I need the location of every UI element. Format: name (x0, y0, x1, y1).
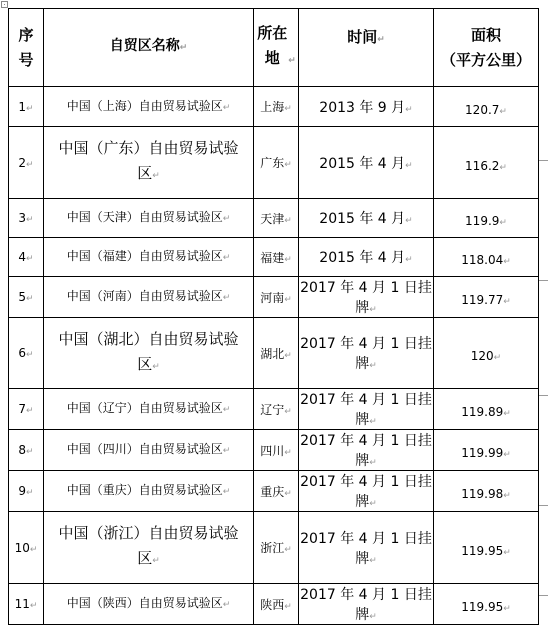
cell-name (44, 318, 254, 389)
paragraph-mark: ↵ (369, 417, 377, 427)
cell-area-text: 118.04 (461, 253, 504, 267)
paragraph-mark: ↵ (222, 405, 231, 415)
cell-location-text: 上海 (260, 100, 285, 114)
cell-name-text: 中国（上海）自由贸易试验区 (66, 98, 223, 113)
paragraph-mark: ↵ (369, 361, 377, 371)
paragraph-mark: ↵ (222, 214, 231, 224)
paragraph-mark: ↵ (26, 215, 34, 225)
cell-index-text: 9 (18, 484, 27, 498)
header-area-line2: （平方公里） (440, 50, 531, 69)
cell-name-text: 中国（湖北）自由贸易试验区↵ (58, 329, 239, 373)
margin-rule (539, 595, 548, 597)
paragraph-mark: ↵ (503, 491, 511, 501)
cell-location-text: 重庆 (260, 484, 285, 499)
paragraph-mark: ↵ (503, 604, 511, 614)
cell-location (254, 389, 299, 430)
paragraph-mark: ↵ (26, 488, 34, 498)
cell-location (254, 277, 299, 318)
cell-area-text: 119.95 (461, 543, 504, 558)
cell-location-text: 广东 (260, 156, 285, 170)
cell-time (299, 238, 434, 277)
paragraph-mark: ↵ (493, 353, 502, 363)
table-row (9, 471, 539, 512)
paragraph-mark: ↵ (26, 447, 34, 457)
cell-area-text: 119.99 (461, 446, 504, 460)
table-move-handle-icon[interactable] (1, 1, 8, 8)
paragraph-mark: ↵ (222, 102, 231, 113)
paragraph-mark: ↵ (222, 600, 231, 610)
cell-area-text: 119.95 (461, 600, 504, 614)
cell-name-text: 中国（重庆）自由贸易试验区 (66, 483, 223, 497)
cell-area-text: 119.98 (461, 487, 504, 501)
paragraph-mark: ↵ (284, 406, 292, 417)
paragraph-mark: ↵ (369, 458, 377, 468)
cell-location (254, 127, 299, 199)
cell-time (299, 389, 434, 430)
cell-location (254, 199, 299, 238)
cell-name (44, 512, 254, 584)
cell-area-text: 120 (470, 349, 494, 363)
paragraph-mark: ↵ (503, 450, 511, 460)
cell-index-text: 4 (18, 250, 27, 264)
cell-location-text: 四川 (260, 443, 285, 458)
cell-area (434, 199, 539, 238)
cell-time-text: 2015 年 4 月 (319, 250, 406, 266)
cell-index (9, 318, 44, 389)
cell-index (9, 277, 44, 318)
paragraph-mark: ↵ (26, 254, 34, 264)
paragraph-mark: ↵ (405, 104, 413, 115)
cell-area-text: 119.89 (461, 405, 504, 419)
table-row (9, 389, 539, 430)
cell-time-text: 2017 年 4 月 1 日挂牌 (300, 530, 432, 567)
cell-location (254, 318, 299, 389)
paragraph-mark: ↵ (503, 257, 511, 267)
cell-name (44, 471, 254, 512)
paragraph-mark: ↵ (499, 106, 507, 117)
cell-area (434, 512, 539, 584)
paragraph-mark: ↵ (369, 305, 377, 315)
header-row (9, 9, 539, 87)
cell-name-text: 中国（四川）自由贸易试验区 (66, 442, 223, 456)
paragraph-mark: ↵ (152, 171, 160, 181)
margin-rule (539, 280, 548, 282)
cell-location-text: 陕西 (260, 597, 285, 612)
cell-area (434, 238, 539, 277)
cell-index (9, 471, 44, 512)
cell-name (44, 277, 254, 318)
cell-time (299, 277, 434, 318)
paragraph-mark: ↵ (284, 601, 292, 612)
paragraph-mark: ↵ (26, 406, 34, 416)
free-trade-zone-table (8, 8, 539, 625)
header-time: 时间↵ (299, 9, 434, 87)
paragraph-mark: ↵ (26, 103, 34, 114)
cell-index-text: 3 (18, 211, 27, 225)
cell-time-text: 2017 年 4 月 1 日挂牌 (300, 587, 432, 623)
cell-location-text: 福建 (260, 250, 285, 265)
cell-index (9, 512, 44, 584)
paragraph-mark: ↵ (284, 104, 292, 114)
paragraph-mark: ↵ (222, 293, 231, 303)
paragraph-mark: ↵ (369, 555, 377, 566)
cell-index-text: 5 (18, 290, 27, 304)
cell-location (254, 512, 299, 584)
header-location: 所在地 ↵ (254, 9, 299, 87)
paragraph-mark: ↵ (284, 294, 292, 305)
cell-time (299, 318, 434, 389)
cell-index-text: 7 (18, 402, 27, 416)
cell-area-text: 119.77 (461, 293, 504, 307)
cell-index (9, 87, 44, 127)
cell-area (434, 389, 539, 430)
paragraph-mark: ↵ (369, 499, 377, 509)
cell-location (254, 87, 299, 127)
table-row (9, 199, 539, 238)
paragraph-mark: ↵ (499, 162, 507, 173)
table-row (9, 430, 539, 471)
cell-area (434, 277, 539, 318)
cell-name-text: 中国（河南）自由贸易试验区 (66, 289, 223, 303)
cell-area (434, 471, 539, 512)
margin-rule (539, 395, 548, 397)
cell-time (299, 471, 434, 512)
cell-time-text: 2017 年 4 月 1 日挂牌 (300, 433, 432, 469)
paragraph-mark: ↵ (284, 215, 292, 226)
cell-time-text: 2017 年 4 月 1 日挂牌 (300, 336, 432, 372)
table-row (9, 584, 539, 625)
cell-index (9, 127, 44, 199)
cell-area (434, 87, 539, 127)
cell-name (44, 584, 254, 625)
cell-location (254, 238, 299, 277)
cell-time-text: 2017 年 4 月 1 日挂牌 (300, 280, 432, 316)
cell-time (299, 87, 434, 127)
cell-index-text: 11 (14, 597, 30, 611)
cell-index-text: 8 (18, 443, 27, 457)
paragraph-mark: ↵ (503, 409, 511, 419)
cell-location (254, 430, 299, 471)
header-area (434, 9, 539, 87)
cell-name (44, 87, 254, 127)
header-index: 序号 (9, 9, 44, 87)
cell-index (9, 430, 44, 471)
cell-time-text: 2015 年 4 月 (319, 155, 406, 172)
cell-area-text: 120.7 (465, 102, 500, 117)
margin-rule (539, 160, 548, 162)
header-area-line1: 面积 (470, 25, 501, 44)
cell-name-text: 中国（福建）自由贸易试验区 (66, 249, 223, 263)
paragraph-mark: ↵ (152, 556, 160, 566)
paragraph-mark: ↵ (284, 488, 292, 499)
cell-area (434, 584, 539, 625)
cell-area (434, 430, 539, 471)
paragraph-mark: ↵ (222, 487, 231, 497)
paragraph-mark: ↵ (499, 218, 507, 228)
cell-time (299, 512, 434, 584)
cell-time (299, 127, 434, 199)
paragraph-mark: ↵ (26, 159, 34, 170)
paragraph-mark: ↵ (284, 254, 292, 265)
cell-name-text: 中国（辽宁）自由贸易试验区 (66, 401, 223, 415)
paragraph-mark: ↵ (152, 361, 160, 372)
cell-time-text: 2017 年 4 月 1 日挂牌 (300, 392, 432, 428)
paragraph-mark: ↵ (284, 350, 292, 361)
header-name: 自贸区名称↵ (44, 9, 254, 87)
cell-index (9, 238, 44, 277)
paragraph-mark: ↵ (26, 294, 34, 304)
cell-location-text: 浙江 (260, 541, 285, 555)
cell-location-text: 辽宁 (260, 402, 285, 417)
cell-area (434, 127, 539, 199)
paragraph-mark: ↵ (284, 447, 292, 458)
cell-name (44, 127, 254, 199)
table-row (9, 238, 539, 277)
table-row (9, 512, 539, 584)
cell-index-text: 1 (18, 99, 27, 114)
cell-index (9, 389, 44, 430)
cell-name (44, 199, 254, 238)
cell-name (44, 238, 254, 277)
cell-area-text: 116.2 (465, 158, 500, 173)
paragraph-mark: ↵ (222, 446, 231, 456)
cell-index (9, 199, 44, 238)
paragraph-mark: ↵ (405, 216, 413, 226)
paragraph-mark: ↵ (503, 547, 511, 558)
cell-name (44, 389, 254, 430)
paragraph-mark: ↵ (26, 350, 34, 360)
paragraph-mark: ↵ (29, 544, 38, 555)
cell-location-text: 湖北 (260, 346, 285, 361)
cell-area-text: 119.9 (465, 214, 500, 228)
table-row (9, 127, 539, 199)
cell-name-text: 中国（天津）自由贸易试验区 (66, 210, 223, 224)
paragraph-mark: ↵ (284, 545, 292, 555)
table-row (9, 277, 539, 318)
cell-name-text: 中国（浙江）自由贸易试验区↵ (58, 524, 239, 567)
cell-name-text: 中国（广东）自由贸易试验区↵ (58, 139, 239, 182)
cell-index-text: 10 (14, 540, 30, 555)
cell-area (434, 318, 539, 389)
cell-index-text: 2 (18, 155, 27, 170)
cell-index-text: 6 (18, 346, 27, 360)
paragraph-mark: ↵ (29, 601, 38, 611)
paragraph-mark: ↵ (405, 255, 413, 265)
cell-location (254, 471, 299, 512)
paragraph-mark: ↵ (405, 160, 413, 171)
paragraph-mark: ↵ (222, 253, 231, 263)
cell-location (254, 584, 299, 625)
cell-time (299, 199, 434, 238)
cell-location-text: 河南 (260, 290, 285, 305)
paragraph-mark: ↵ (369, 612, 377, 622)
cell-time (299, 430, 434, 471)
paragraph-mark: ↵ (503, 297, 511, 307)
cell-name (44, 430, 254, 471)
table-row (9, 87, 539, 127)
cell-time (299, 584, 434, 625)
table-body (9, 87, 539, 625)
margin-rule (539, 505, 548, 507)
cell-name-text: 中国（陕西）自由贸易试验区 (66, 596, 223, 610)
cell-index (9, 584, 44, 625)
cell-time-text: 2017 年 4 月 1 日挂牌 (300, 474, 432, 510)
cell-time-text: 2015 年 4 月 (319, 211, 406, 227)
table-row (9, 318, 539, 389)
paragraph-mark: ↵ (284, 160, 292, 170)
cell-time-text: 2013 年 9 月 (319, 99, 406, 116)
cell-location-text: 天津 (260, 211, 285, 226)
